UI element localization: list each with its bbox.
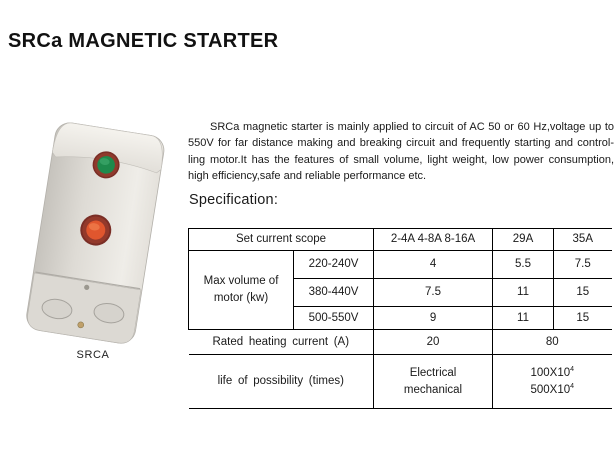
description-line: SRCa magnetic starter is mainly applied to circuit of AC 50 or 60 Hz,voltage up to — [210, 121, 614, 133]
table-cell: 15 — [554, 279, 612, 307]
voltage-label: 220-240V — [294, 251, 374, 279]
table-row — [189, 355, 612, 409]
set-current-scope-label: Set current scope — [189, 229, 374, 251]
description-line: ling motor.It has the features of small volume, light weight, low power consumption, — [188, 153, 614, 166]
table-cell: 11 — [493, 279, 554, 307]
voltage-label: 380-440V — [294, 279, 374, 307]
table-row — [189, 330, 612, 355]
table-cell: 20 — [374, 330, 493, 355]
life-label: life of possibility (times) — [189, 355, 374, 409]
table-cell: 7.5 — [374, 279, 493, 307]
table-cell: 80 — [493, 330, 612, 355]
table-cell: 9 — [374, 307, 493, 330]
life-type-cell — [374, 355, 493, 409]
table-cell: 15 — [554, 307, 612, 330]
table-cell: 4 — [374, 251, 493, 279]
life-value-line — [493, 382, 612, 399]
life-type-line: Electrical — [409, 366, 457, 379]
life-value-exponent: 4 — [570, 366, 575, 373]
current-column-header: 29A — [493, 229, 554, 251]
life-value-base: 100X10 — [530, 366, 571, 379]
page-title: SRCa MAGNETIC STARTER — [8, 30, 279, 52]
current-column-header: 35A — [554, 229, 612, 251]
product-photo — [8, 118, 178, 350]
table-row — [189, 251, 612, 279]
specification-table — [188, 228, 612, 409]
life-value-cell — [493, 355, 612, 409]
product-caption: SRCA — [76, 349, 110, 361]
max-volume-label-line1: Max volume of — [203, 275, 279, 288]
life-type-line: mechanical — [403, 383, 463, 396]
rated-heating-label: Rated heating current (A) — [189, 330, 374, 355]
current-column-header: 2-4A 4-8A 8-16A — [374, 229, 493, 251]
table-cell: 7.5 — [554, 251, 612, 279]
table-row — [189, 229, 612, 251]
specification-heading: Specification: — [189, 192, 279, 208]
table-cell: 11 — [493, 307, 554, 330]
life-value-exponent: 4 — [570, 382, 575, 390]
description-line: high efficiency,safe and reliable performance etc. — [188, 170, 427, 183]
table-cell: 5.5 — [493, 251, 554, 279]
max-volume-label-line2: motor (kw) — [213, 292, 269, 304]
description-line: 550V for far distance making and breaking circuit and frequently starting and control- — [188, 137, 614, 150]
max-volume-label — [189, 251, 294, 330]
life-value-base: 500X10 — [530, 383, 571, 396]
product-description — [188, 119, 614, 185]
voltage-label: 500-550V — [294, 307, 374, 330]
life-value-line — [493, 365, 612, 382]
